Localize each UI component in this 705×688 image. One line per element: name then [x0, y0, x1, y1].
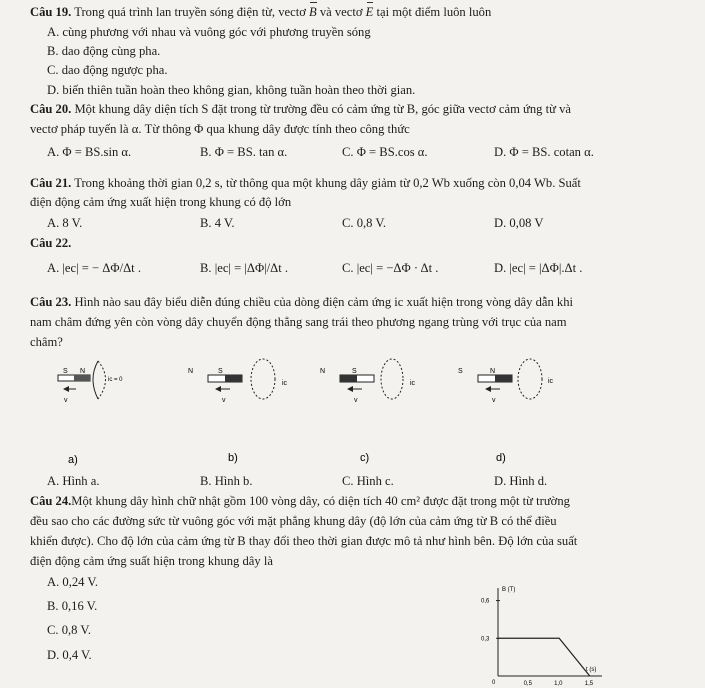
q19-option-c: C. dao động ngược pha.: [47, 63, 168, 77]
figure-c: [320, 359, 416, 404]
figure-d-pole-left: S: [458, 368, 463, 375]
q19-stem: Câu 19. Trong quá trình lan truyền sóng điện từ, vectơ B và vectơ E tại một điểm luôn luôn: [30, 5, 492, 19]
figure-d-current-label: ic: [548, 378, 554, 385]
q22-option-d: D. |ec| = |ΔΦ|.Δt .: [494, 261, 583, 275]
figure-d-pole-right: N: [490, 368, 496, 375]
q20-option-a: A. Φ = BS.sin α.: [47, 145, 132, 159]
q21-option-d: D. 0,08 V: [494, 216, 544, 230]
chart-y-axis-label: B (T): [502, 587, 516, 593]
chart-x-tick-label: 1,5: [584, 681, 594, 687]
q19-option-d: D. biến thiên tuần hoàn theo không gian, không tuần hoàn theo thời gian.: [47, 83, 416, 97]
figure-b-caption: b): [228, 452, 238, 464]
q22-option-c: C. |ec| = −ΔΦ · Δt .: [342, 261, 439, 275]
q22-option-b: B. |ec| = |ΔΦ|/Δt .: [200, 261, 289, 275]
chart-x-tick-label: 0,5: [523, 681, 532, 687]
figure-a-velocity-label: v: [64, 397, 68, 404]
q22-option-a: A. |ec| = − ΔΦ/Δt .: [47, 261, 141, 275]
q24-option-a: A. 0,24 V.: [47, 575, 98, 589]
figure-a-current-label: ic = 0: [108, 377, 123, 383]
q20-option-c: C. Φ = BS.cos α.: [342, 145, 428, 159]
q20-option-b: B. Φ = BS. tan α.: [200, 145, 288, 159]
figure-b: [188, 359, 288, 404]
figure-d-velocity-label: v: [492, 397, 496, 404]
figure-c-pole-left: N: [320, 368, 326, 375]
q20-stem-line1: Câu 20. Một khung dây diện tích S đặt trong từ trường đều có cảm ứng từ B, góc giữa vectơ cảm ứng từ và: [30, 102, 571, 116]
q21-stem-line2: điện động cảm ứng xuất hiện trong khung có độ lớn: [30, 195, 292, 209]
chart-origin-label: 0: [492, 680, 496, 686]
q23-option-d: D. Hình d.: [494, 474, 548, 488]
b-t-chart: [480, 580, 610, 688]
figure-b-velocity-label: v: [222, 397, 226, 404]
figure-a-pole-right: N: [80, 368, 86, 375]
figure-a: [58, 361, 123, 404]
figure-b-pole-right: S: [218, 368, 223, 375]
q24-stem-line2: đều sao cho các đường sức từ vuông góc với mặt phẳng khung dây (độ lớn của cảm ứng từ B có thể điều: [30, 514, 557, 528]
chart-y-tick-label: 0,6: [481, 598, 490, 605]
figure-d: [458, 359, 554, 404]
chart-y-tick-label: 0,3: [481, 636, 490, 643]
q21-option-b: B. 4 V.: [200, 216, 235, 230]
q23-figures: [0, 355, 705, 470]
q23-option-b: B. Hình b.: [200, 474, 253, 488]
chart-x-tick-label: 1,0: [554, 681, 563, 687]
q22-label: Câu 22.: [30, 236, 72, 250]
q24-stem-line4: điện động cảm ứng suất hiện trong khung dây là: [30, 554, 273, 568]
figure-d-caption: d): [496, 452, 506, 464]
q21-stem-line1: Câu 21. Trong khoảng thời gian 0,2 s, từ thông qua một khung dây giảm từ 0,2 Wb xuống còn 0,04 Wb. Suất: [30, 176, 581, 190]
figure-a-pole-left: S: [63, 368, 68, 375]
q23-stem-line1: Câu 23. Hình nào sau đây biểu diễn đúng chiều của dòng điện cảm ứng ic xuất hiện trong vòng dây dẫn khi: [30, 295, 574, 309]
q23-stem-line2: nam châm đứng yên còn vòng dây chuyển động thẳng sang trái theo phương ngang trùng với trục của nam: [30, 315, 567, 329]
figure-b-current-label: ic: [282, 380, 288, 387]
chart-series-line: [498, 638, 590, 676]
q20-option-d: D. Φ = BS. cotan α.: [494, 145, 594, 159]
q19-option-b: B. dao động cùng pha.: [47, 44, 161, 58]
q19-option-a: A. cùng phương với nhau và vuông góc với phương truyền sóng: [47, 25, 371, 39]
figure-c-velocity-label: v: [354, 397, 358, 404]
q21-option-c: C. 0,8 V.: [342, 216, 386, 230]
figure-a-caption: a): [68, 454, 78, 466]
q24-stem-line3: khiển được). Cho độ lớn của cảm ứng từ B thay đổi theo thời gian được mô tả như hình bên. Độ lớn của suất: [30, 534, 578, 548]
figure-c-current-label: ic: [410, 380, 416, 387]
figure-c-pole-right: S: [352, 368, 357, 375]
q23-option-c: C. Hình c.: [342, 474, 394, 488]
q24-option-d: D. 0,4 V.: [47, 648, 92, 662]
figure-b-pole-left: N: [188, 368, 194, 375]
figure-c-caption: c): [360, 452, 370, 464]
q20-stem-line2: vectơ pháp tuyến là α. Từ thông Φ qua khung dây được tính theo công thức: [30, 122, 410, 136]
q24-option-c: C. 0,8 V.: [47, 623, 91, 637]
q24-option-b: B. 0,16 V.: [47, 599, 98, 613]
q23-stem-line3: châm?: [30, 335, 63, 349]
q23-option-a: A. Hình a.: [47, 474, 100, 488]
chart-x-axis-label: t (s): [586, 667, 597, 673]
q21-option-a: A. 8 V.: [47, 216, 83, 230]
q24-stem-line1: Câu 24.Một khung dây hình chữ nhật gồm 100 vòng dây, có diện tích 40 cm² được đặt trong một từ trường: [30, 494, 570, 508]
